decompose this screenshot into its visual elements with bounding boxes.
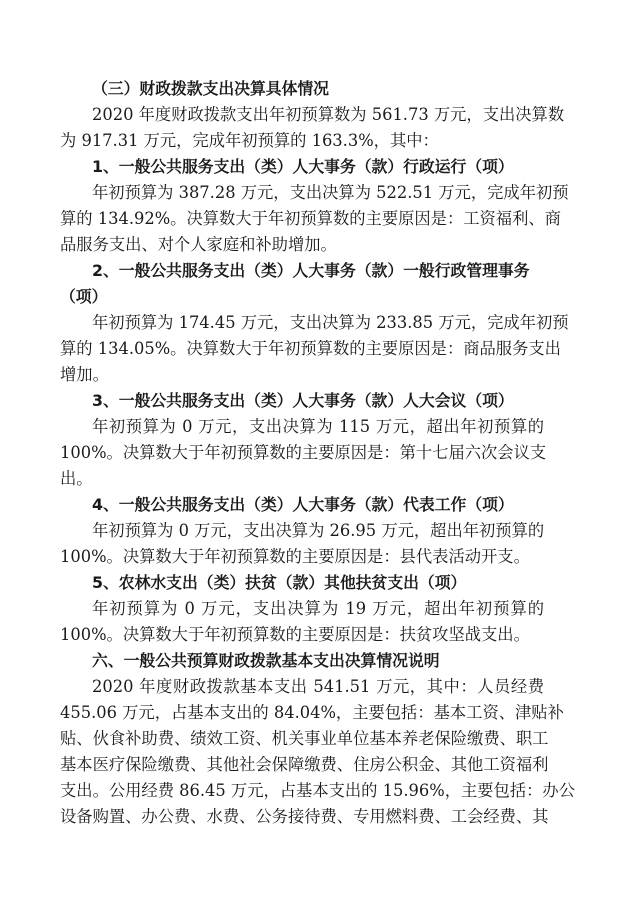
text-line: 品服务支出、对个人家庭和补助增加。: [60, 235, 337, 254]
section-heading: [60, 388, 544, 414]
text-line: 3、一般公共服务支出（类）人大事务（款）人大会议（项）: [92, 391, 514, 410]
section-heading: [60, 154, 544, 180]
text-line: 4、一般公共服务支出（类）人大事务（款）代表工作（项）: [92, 495, 514, 514]
text-line: 100%。决算数大于年初预算数的主要原因是：县代表活动开支。: [60, 547, 530, 566]
text-line: 5、农林水支出（类）扶贫（款）其他扶贫支出（项）: [92, 573, 467, 592]
text-line: 455.06 万元，占基本支出的 84.04%，主要包括：基本工资、津贴补: [60, 703, 564, 722]
document-body: [60, 76, 575, 830]
text-line: 算的 134.05%。决算数大于年初预算数的主要原因是：商品服务支出: [60, 339, 561, 358]
text-line: 年初预算为 387.28 万元，支出决算为 522.51 万元，完成年初预: [92, 183, 569, 202]
paragraph: [60, 310, 569, 388]
text-line: 六、一般公共预算财政拨款基本支出决算情况说明: [92, 651, 440, 670]
paragraph: [60, 596, 544, 648]
paragraph: [60, 414, 547, 492]
text-line: 年初预算为 174.45 万元，支出决算为 233.85 万元，完成年初预: [92, 313, 569, 332]
section-heading: [60, 648, 544, 674]
paragraph: [60, 180, 569, 258]
text-line: 出。: [60, 469, 93, 488]
text-line: 增加。: [60, 365, 109, 384]
section-heading: [60, 570, 544, 596]
text-line: 2020 年度财政拨款基本支出 541.51 万元，其中：人员经费: [92, 677, 544, 696]
text-line: 设备购置、办公费、水费、公务接待费、专用燃料费、工会经费、其: [60, 807, 549, 826]
text-line: 基本医疗保险缴费、其他社会保障缴费、住房公积金、其他工资福利: [60, 755, 549, 774]
paragraph: [60, 518, 544, 570]
text-line: 100%。决算数大于年初预算数的主要原因是：第十七届六次会议支: [60, 443, 547, 462]
text-line: 年初预算为 0 万元，支出决算为 115 万元，超出年初预算的: [92, 417, 544, 436]
paragraph: [60, 102, 565, 154]
text-line: 1、一般公共服务支出（类）人大事务（款）行政运行（项）: [92, 157, 514, 176]
text-line: 年初预算为 0 万元，支出决算为 26.95 万元，超出年初预算的: [92, 521, 545, 540]
text-line: 贴、伙食补助费、绩效工资、机关事业单位基本养老保险缴费、职工: [60, 729, 549, 748]
text-line: （三）财政拨款支出决算具体情况: [92, 79, 329, 98]
section-heading: [60, 492, 544, 518]
text-line: 2020 年度财政拨款支出年初预算数为 561.73 万元，支出决算数: [92, 105, 565, 124]
text-line: 2、一般公共服务支出（类）人大事务（款）一般行政管理事务: [92, 261, 530, 280]
text-line: 年初预算为 0 万元，支出决算为 19 万元，超出年初预算的: [92, 599, 544, 618]
text-line: 为 917.31 万元，完成年初预算的 163.3%，其中：: [60, 131, 439, 150]
text-line: （项）: [60, 287, 108, 306]
section-heading: [60, 258, 544, 310]
paragraph: [60, 674, 575, 830]
text-line: 100%。决算数大于年初预算数的主要原因是：扶贫攻坚战支出。: [60, 625, 530, 644]
text-line: 算的 134.92%。决算数大于年初预算数的主要原因是：工资福利、商: [60, 209, 561, 228]
section-heading: [60, 76, 544, 102]
text-line: 支出。公用经费 86.45 万元，占基本支出的 15.96%，主要包括：办公: [60, 781, 575, 800]
